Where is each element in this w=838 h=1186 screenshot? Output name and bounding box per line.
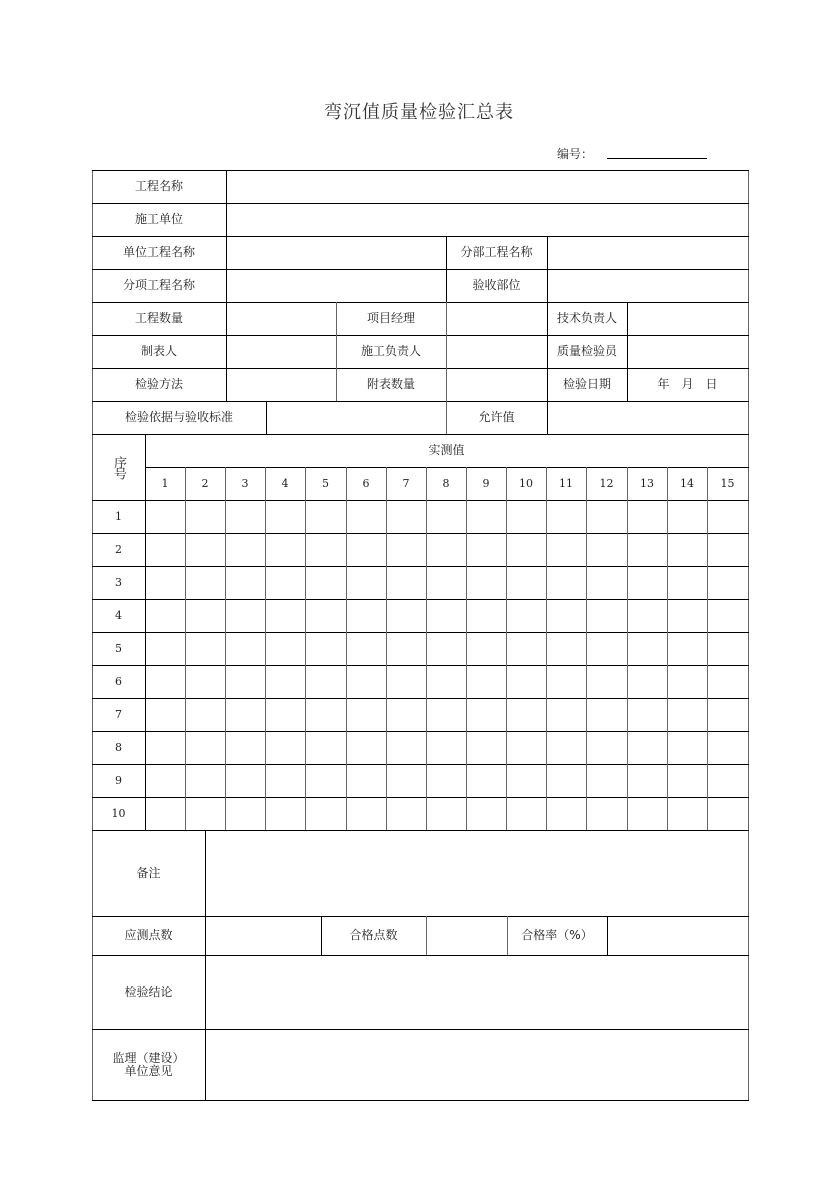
column-header: 1 [161, 477, 169, 490]
label-attachment-count: 附表数量 [366, 377, 415, 391]
label-inspection-method: 检验方法 [134, 377, 183, 391]
measured-value-cell[interactable] [225, 599, 265, 632]
measured-value-cell[interactable] [707, 632, 748, 665]
measured-value-cell[interactable] [586, 599, 627, 632]
label-unit-project-name: 单位工程名称 [122, 245, 195, 259]
measured-value-cell[interactable] [145, 500, 185, 533]
row-number: 9 [115, 774, 122, 787]
measured-value-cell[interactable] [667, 764, 707, 797]
measured-value-cell[interactable] [426, 566, 466, 599]
field-tabulator[interactable] [226, 335, 336, 368]
measured-value-cell[interactable] [145, 632, 185, 665]
measured-value-cell[interactable] [305, 698, 346, 731]
measured-value-cell[interactable] [305, 764, 346, 797]
measured-value-cell[interactable] [145, 731, 185, 764]
measured-value-cell[interactable] [546, 500, 586, 533]
row-number: 7 [115, 708, 122, 721]
measured-value-cell[interactable] [225, 665, 265, 698]
field-points-passed[interactable] [426, 916, 507, 955]
column-header: 3 [241, 477, 249, 490]
measured-value-cell[interactable] [305, 665, 346, 698]
measured-value-cell[interactable] [627, 533, 667, 566]
field-conclusion[interactable] [205, 955, 748, 1029]
measured-value-cell[interactable] [346, 797, 386, 830]
grid-line [92, 1100, 749, 1101]
measured-value-cell[interactable] [707, 797, 748, 830]
measured-value-cell[interactable] [426, 632, 466, 665]
measured-value-cell[interactable] [145, 599, 185, 632]
measured-value-cell[interactable] [386, 698, 426, 731]
measured-value-cell[interactable] [707, 566, 748, 599]
column-header: 14 [680, 477, 694, 490]
measured-value-cell[interactable] [185, 764, 225, 797]
code-label: 编号： [557, 147, 594, 161]
measured-value-cell[interactable] [426, 731, 466, 764]
measured-value-cell[interactable] [426, 764, 466, 797]
row-number: 6 [115, 675, 122, 688]
label-pass-rate: 合格率（%） [521, 928, 593, 942]
measured-value-cell[interactable] [185, 533, 225, 566]
measured-value-cell[interactable] [386, 566, 426, 599]
label-allowable-value: 允许值 [478, 410, 515, 424]
label-quality-inspector: 质量检验员 [556, 344, 617, 358]
measured-value-cell[interactable] [506, 533, 546, 566]
measured-value-cell[interactable] [265, 731, 305, 764]
column-header: 10 [519, 477, 533, 490]
field-construction-leader[interactable] [446, 335, 547, 368]
measured-value-cell[interactable] [185, 632, 225, 665]
measured-value-cell[interactable] [145, 698, 185, 731]
measured-value-cell[interactable] [586, 797, 627, 830]
row-number: 1 [115, 510, 122, 523]
column-header: 5 [322, 477, 329, 490]
measured-value-cell[interactable] [426, 665, 466, 698]
field-allowable-value[interactable] [547, 401, 748, 434]
measured-value-cell[interactable] [305, 566, 346, 599]
measured-value-cell[interactable] [667, 698, 707, 731]
grid-line [748, 170, 749, 1100]
measured-value-cell[interactable] [586, 566, 627, 599]
field-project-name[interactable] [226, 170, 748, 203]
measured-value-cell[interactable] [627, 731, 667, 764]
measured-value-cell[interactable] [466, 599, 506, 632]
label-construction-leader: 施工负责人 [360, 344, 421, 358]
column-header: 13 [640, 477, 654, 490]
measured-value-cell[interactable] [346, 533, 386, 566]
measured-value-cell[interactable] [346, 731, 386, 764]
measured-value-cell[interactable] [506, 632, 546, 665]
measured-value-cell[interactable] [346, 599, 386, 632]
measured-value-cell[interactable] [386, 797, 426, 830]
measured-value-cell[interactable] [426, 698, 466, 731]
measured-value-cell[interactable] [466, 566, 506, 599]
label-remarks: 备注 [136, 865, 161, 880]
measured-value-cell[interactable] [466, 632, 506, 665]
measured-value-cell[interactable] [667, 731, 707, 764]
column-header: 6 [362, 477, 370, 490]
measured-value-cell[interactable] [346, 566, 386, 599]
measured-value-cell[interactable] [466, 764, 506, 797]
measured-value-cell[interactable] [627, 566, 667, 599]
measured-value-cell[interactable] [386, 665, 426, 698]
measured-value-cell[interactable] [145, 665, 185, 698]
measured-value-cell[interactable] [185, 797, 225, 830]
measured-value-cell[interactable] [225, 698, 265, 731]
measured-value-cell[interactable] [265, 665, 305, 698]
measured-value-cell[interactable] [305, 599, 346, 632]
measured-value-cell[interactable] [506, 566, 546, 599]
column-header: 9 [482, 477, 490, 490]
measured-value-cell[interactable] [305, 632, 346, 665]
measured-value-cell[interactable] [225, 500, 265, 533]
measured-value-cell[interactable] [145, 566, 185, 599]
measured-value-cell[interactable] [265, 500, 305, 533]
measured-value-cell[interactable] [386, 764, 426, 797]
measured-value-cell[interactable] [346, 500, 386, 533]
measured-value-cell[interactable] [225, 566, 265, 599]
measured-value-cell[interactable] [305, 797, 346, 830]
measured-value-cell[interactable] [667, 665, 707, 698]
measured-value-cell[interactable] [546, 731, 586, 764]
field-acceptance-part[interactable] [547, 269, 748, 302]
measured-value-cell[interactable] [426, 797, 466, 830]
field-item-project-name[interactable] [226, 269, 446, 302]
column-header: 11 [559, 477, 573, 490]
measured-value-cell[interactable] [185, 566, 225, 599]
label-technical-leader: 技术负责人 [556, 311, 617, 325]
measured-value-cell[interactable] [305, 533, 346, 566]
measured-value-cell[interactable] [586, 500, 627, 533]
row-number: 3 [115, 576, 122, 589]
column-header: 2 [201, 477, 209, 490]
row-number: 10 [111, 807, 126, 820]
page-title: 弯沉值质量检验汇总表 [324, 102, 514, 123]
label-sub-project-name: 分部工程名称 [460, 245, 533, 259]
measured-value-cell[interactable] [265, 566, 305, 599]
label-construction-unit: 施工单位 [134, 212, 183, 226]
measured-value-cell[interactable] [546, 665, 586, 698]
measured-value-cell[interactable] [586, 731, 627, 764]
field-quality-inspector[interactable] [627, 335, 748, 368]
column-header: 15 [720, 477, 735, 490]
label-item-project-name: 分项工程名称 [122, 278, 195, 292]
measured-value-cell[interactable] [506, 500, 546, 533]
measured-value-cell[interactable] [546, 698, 586, 731]
field-inspection-basis[interactable] [266, 401, 446, 434]
supervision-line-2: 单位意见 [124, 1063, 173, 1078]
label-project-name: 工程名称 [134, 179, 183, 193]
measured-value-cell[interactable] [386, 500, 426, 533]
row-number: 5 [115, 642, 122, 655]
label-points-passed: 合格点数 [349, 928, 398, 942]
field-sub-project-name[interactable] [547, 236, 748, 269]
label-acceptance-part: 验收部位 [472, 278, 521, 292]
measured-value-cell[interactable] [586, 665, 627, 698]
measured-value-cell[interactable] [346, 698, 386, 731]
measured-value-cell[interactable] [386, 599, 426, 632]
measured-value-cell[interactable] [265, 698, 305, 731]
measured-value-cell[interactable] [265, 533, 305, 566]
measured-value-cell[interactable] [707, 698, 748, 731]
measured-value-cell[interactable] [225, 797, 265, 830]
measured-value-cell[interactable] [185, 731, 225, 764]
measured-value-cell[interactable] [506, 698, 546, 731]
row-number: 4 [115, 609, 122, 622]
measured-value-cell[interactable] [627, 632, 667, 665]
measured-value-cell[interactable] [546, 599, 586, 632]
row-number: 2 [115, 543, 122, 556]
measured-value-cell[interactable] [546, 632, 586, 665]
measured-value-cell[interactable] [466, 500, 506, 533]
measured-value-cell[interactable] [265, 632, 305, 665]
field-remarks[interactable] [205, 830, 748, 916]
measured-value-cell[interactable] [305, 731, 346, 764]
measured-value-cell[interactable] [667, 797, 707, 830]
measured-value-cell[interactable] [386, 533, 426, 566]
measured-value-cell[interactable] [426, 599, 466, 632]
measured-value-cell[interactable] [586, 698, 627, 731]
measured-value-cell[interactable] [627, 698, 667, 731]
measured-value-cell[interactable] [466, 665, 506, 698]
column-header: 7 [402, 477, 410, 490]
measured-value-cell[interactable] [225, 533, 265, 566]
measured-value-cell[interactable] [627, 500, 667, 533]
measured-value-cell[interactable] [707, 599, 748, 632]
field-unit-project-name[interactable] [226, 236, 446, 269]
seq-header: 序号 [111, 456, 126, 478]
label-conclusion: 检验结论 [124, 984, 173, 999]
column-header: 12 [599, 477, 614, 490]
label-inspection-date: 检验日期 [562, 377, 611, 391]
measured-value-cell[interactable] [265, 797, 305, 830]
measured-value-cell[interactable] [466, 731, 506, 764]
measured-value-cell[interactable] [185, 599, 225, 632]
measured-value-cell[interactable] [667, 632, 707, 665]
field-pass-rate[interactable] [607, 916, 748, 955]
measured-value-cell[interactable] [506, 731, 546, 764]
measured-value-cell[interactable] [627, 797, 667, 830]
measured-value-cell[interactable] [225, 632, 265, 665]
field-construction-unit[interactable] [226, 203, 748, 236]
measured-value-cell[interactable] [627, 665, 667, 698]
row-number: 8 [115, 741, 122, 754]
measured-value-cell[interactable] [546, 533, 586, 566]
measured-value-cell[interactable] [506, 764, 546, 797]
label-supervision-opinion [92, 1029, 205, 1100]
measured-value-cell[interactable] [265, 599, 305, 632]
measured-value-cell[interactable] [707, 500, 748, 533]
label-project-quantity: 工程数量 [134, 311, 183, 325]
measured-value-cell[interactable] [707, 764, 748, 797]
measured-value-cell[interactable] [386, 731, 426, 764]
measured-value-cell[interactable] [305, 500, 346, 533]
field-technical-leader[interactable] [627, 302, 748, 335]
measured-value-cell[interactable] [426, 500, 466, 533]
measured-value-cell[interactable] [586, 533, 627, 566]
measured-value-cell[interactable] [185, 698, 225, 731]
measured-value-cell[interactable] [586, 764, 627, 797]
measured-value-cell[interactable] [506, 665, 546, 698]
measured-value-cell[interactable] [346, 764, 386, 797]
measured-value-cell[interactable] [707, 665, 748, 698]
label-inspection-basis: 检验依据与验收标准 [124, 410, 233, 424]
measured-value-cell[interactable] [707, 533, 748, 566]
field-inspection-method[interactable] [226, 368, 336, 401]
field-inspection-date[interactable]: 年 月 日 [657, 377, 718, 391]
column-header: 8 [442, 477, 450, 490]
measured-value-cell[interactable] [225, 764, 265, 797]
measured-value-cell[interactable] [667, 533, 707, 566]
measured-value-cell[interactable] [145, 764, 185, 797]
measured-value-cell[interactable] [667, 599, 707, 632]
supervision-line-1: 监理（建设） [112, 1050, 185, 1065]
measured-value-cell[interactable] [586, 632, 627, 665]
measured-value-cell[interactable] [265, 764, 305, 797]
measured-value-cell[interactable] [546, 566, 586, 599]
field-points-required[interactable] [205, 916, 321, 955]
measured-value-cell[interactable] [506, 797, 546, 830]
label-project-manager: 项目经理 [366, 311, 415, 325]
measured-value-cell[interactable] [185, 665, 225, 698]
measured-value-cell[interactable] [426, 533, 466, 566]
label-tabulator: 制表人 [140, 344, 177, 358]
field-project-manager[interactable] [446, 302, 547, 335]
measured-value-cell[interactable] [546, 764, 586, 797]
field-attachment-count[interactable] [446, 368, 547, 401]
measured-value-cell[interactable] [346, 632, 386, 665]
measured-value-cell[interactable] [466, 797, 506, 830]
measured-value-cell[interactable] [466, 698, 506, 731]
measured-value-cell[interactable] [466, 533, 506, 566]
measured-value-cell[interactable] [145, 797, 185, 830]
measured-value-cell[interactable] [386, 632, 426, 665]
measured-value-cell[interactable] [667, 566, 707, 599]
label-points-required: 应测点数 [124, 928, 173, 942]
measured-value-cell[interactable] [667, 500, 707, 533]
field-project-quantity[interactable] [226, 302, 336, 335]
measured-value-cell[interactable] [627, 764, 667, 797]
measured-value-cell[interactable] [707, 731, 748, 764]
measured-value-cell[interactable] [185, 500, 225, 533]
measured-value-cell[interactable] [225, 731, 265, 764]
measured-value-cell[interactable] [346, 665, 386, 698]
column-header: 4 [281, 477, 289, 490]
field-supervision-opinion[interactable] [205, 1029, 748, 1100]
measured-value-cell[interactable] [627, 599, 667, 632]
measured-value-cell[interactable] [506, 599, 546, 632]
measured-header: 实测值 [428, 443, 465, 457]
measured-value-cell[interactable] [145, 533, 185, 566]
measured-value-cell[interactable] [546, 797, 586, 830]
